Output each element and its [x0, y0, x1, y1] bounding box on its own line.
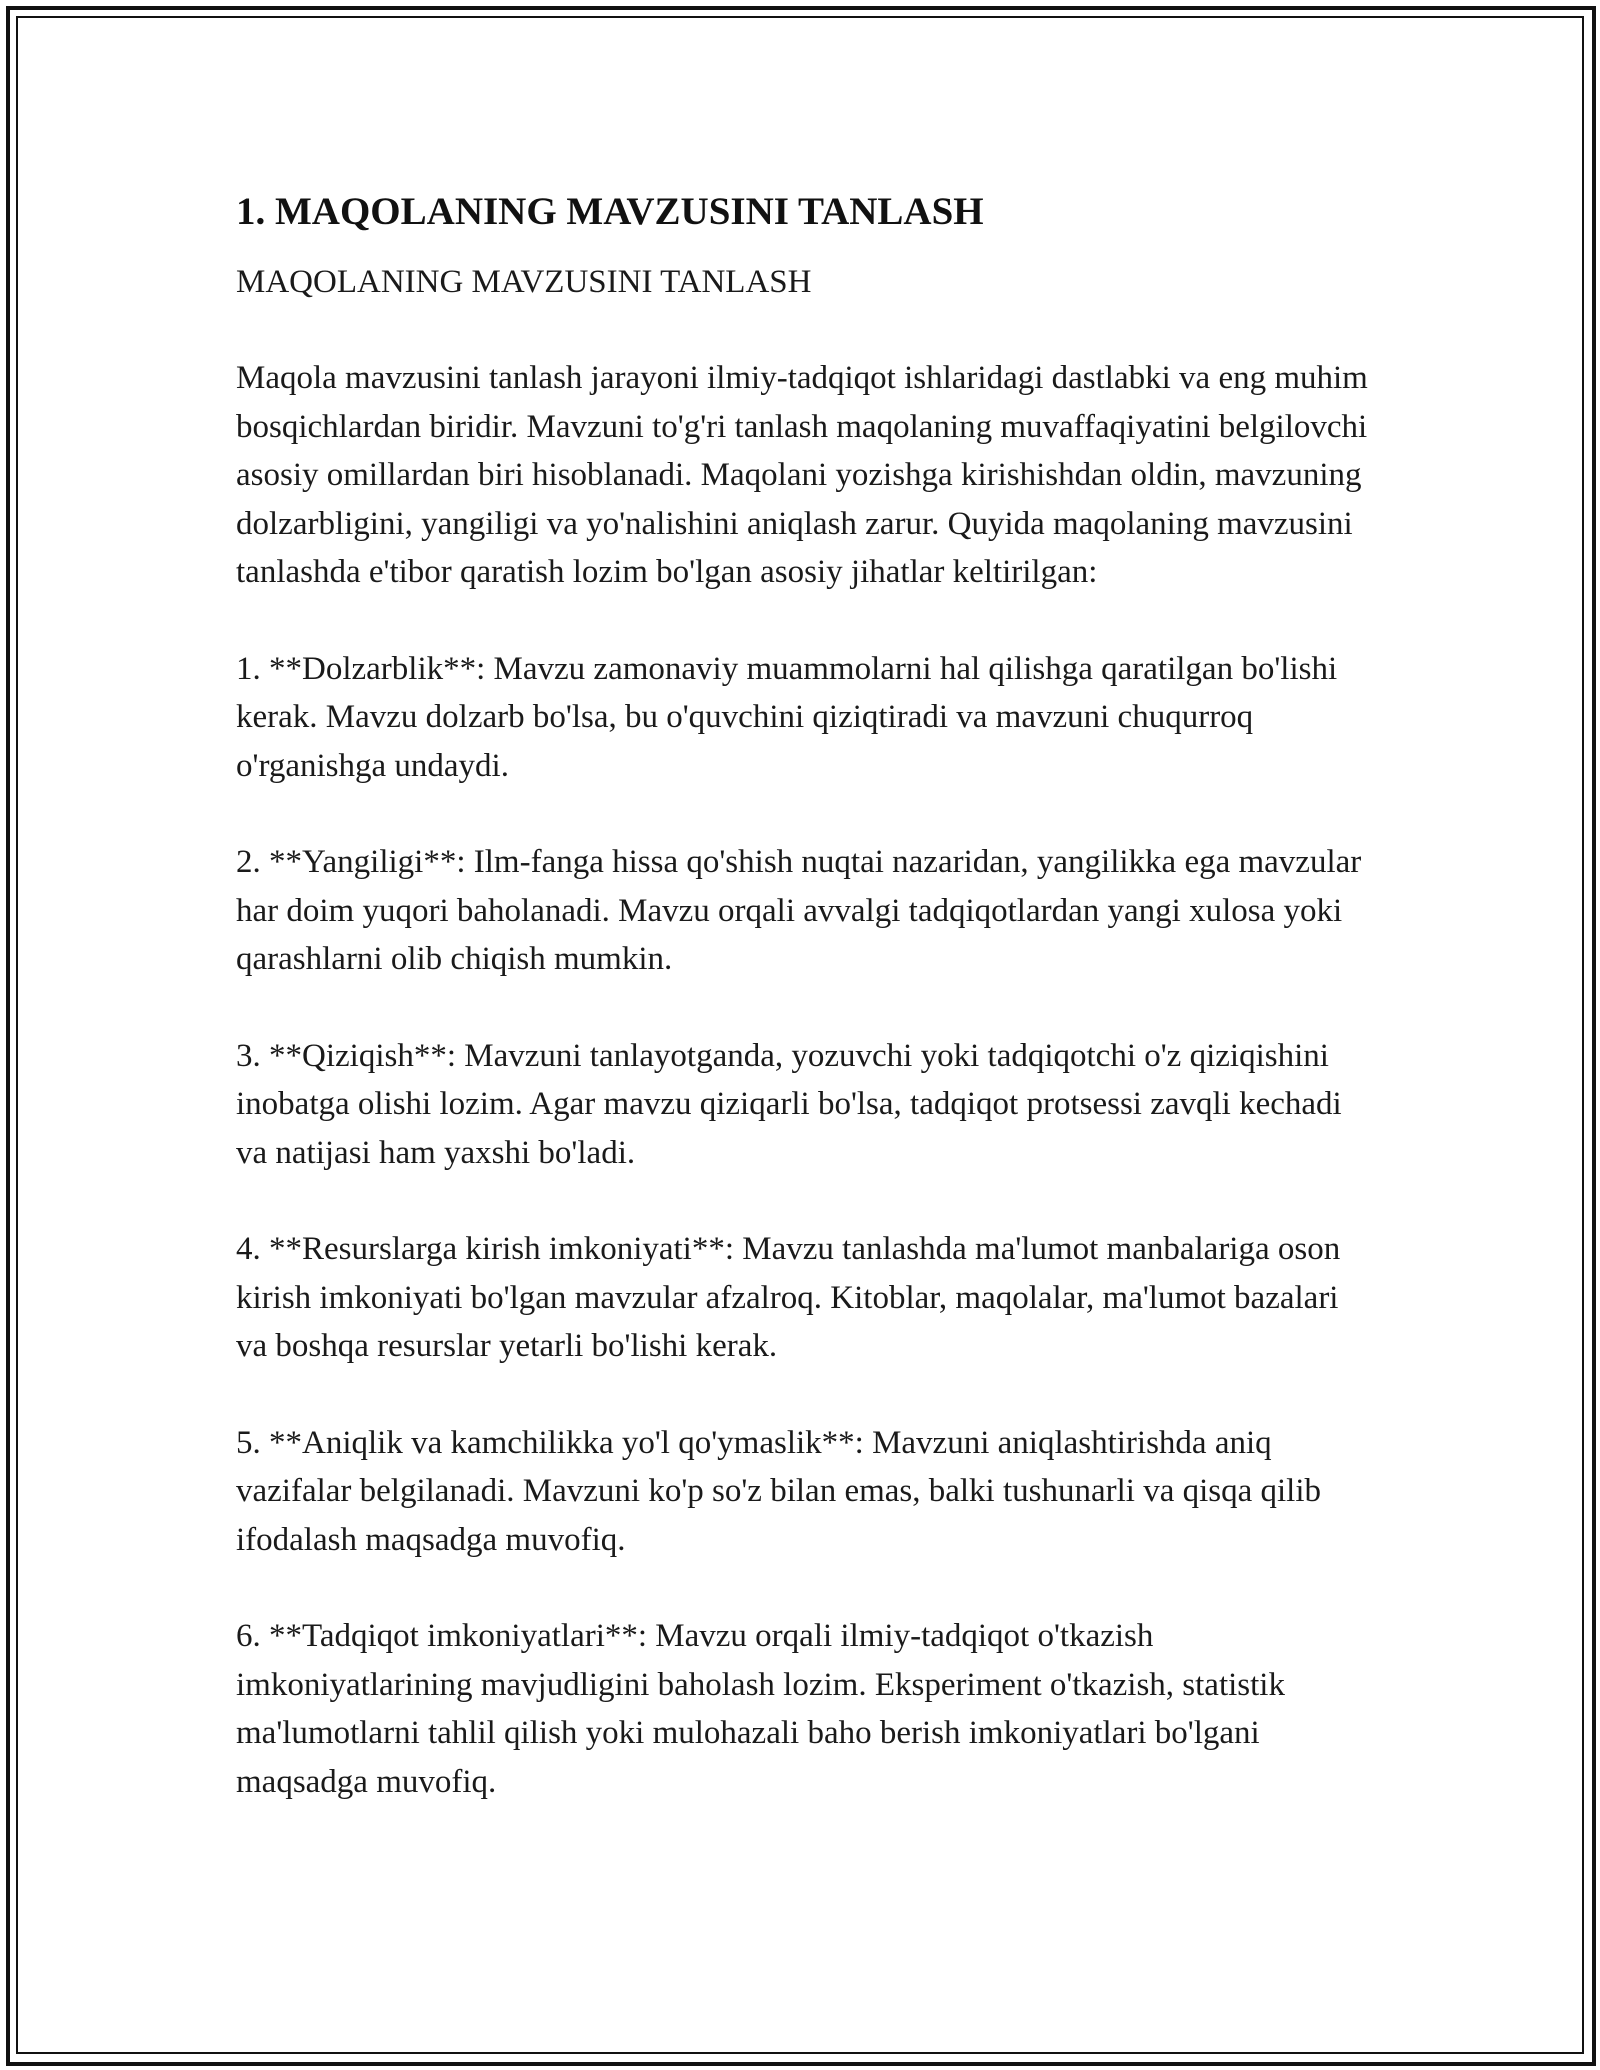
- list-item-qiziqish: 3. **Qiziqish**: Mavzuni tanlayotganda, yozuvchi yoki tadqiqotchi o'z qiziqishini inobatga olishi lozim. Agar mavzu qiziqarli bo'lsa, tadqiqot protsessi zavqli kechadi va natijasi ham yaxshi bo'ladi.: [236, 1037, 1342, 1171]
- document-subtitle: MAQOLANING MAVZUSINI TANLASH: [236, 264, 812, 300]
- list-item-yangiligi: 2. **Yangiligi**: Ilm-fanga hissa qo'shish nuqtai nazaridan, yangilikka ega mavzular har doim yuqori baholanadi. Mavzu orqali avvalgi tadqiqotlardan yangi xulosa yoki qarashlarni olib chiqish mumkin.: [236, 844, 1362, 977]
- list-item-tadqiqot: 6. **Tadqiqot imkoniyatlari**: Mavzu orqali ilmiy-tadqiqot o'tkazish imkoniyatlarining mavjudligini baholash lozim. Eksperiment o'tkazish, statistik ma'lumotlarni tahlil qilish yoki mulohazali baho berish imkoniyatlari bo'lgani maqsadga muvofiq.: [236, 1618, 1285, 1800]
- intro-paragraph: Maqola mavzusini tanlash jarayoni ilmiy-tadqiqot ishlaridagi dastlabki va eng muhim bosqichlardan biridir. Mavzuni to'g'ri tanlash maqolaning muvaffaqiyatini belgilovchi asosiy omillardan biri hisoblanadi. Maqolani yozishga kirishishdan oldin, mavzuning dolzarbligini, yangiligi va yo'nalishini aniqlash zarur. Quyida maqolaning mavzusini tanlashda e'tibor qaratish lozim bo'lgan asosiy jihatlar keltirilgan:: [236, 360, 1368, 590]
- list-item-dolzarblik: 1. **Dolzarblik**: Mavzu zamonaviy muammolarni hal qilishga qaratilgan bo'lishi kerak. Mavzu dolzarb bo'lsa, bu o'quvchini qiziqtiradi va mavzuni chuqurroq o'rganishga undaydi.: [236, 650, 1338, 784]
- list-item-resurslar: 4. **Resurslarga kirish imkoniyati**: Mavzu tanlashda ma'lumot manbalariga oson kirish imkoniyati bo'lgan mavzular afzalroq. Kitoblar, maqolalar, ma'lumot bazalari va boshqa resurslar yetarli bo'lishi kerak.: [236, 1231, 1341, 1364]
- list-item-aniqlik: 5. **Aniqlik va kamchilikka yo'l qo'ymaslik**: Mavzuni aniqlashtirishda aniq vazifalar belgilanadi. Mavzuni ko'p so'z bilan emas, balki tushunarli va qisqa qilib ifodalash maqsadga muvofiq.: [236, 1424, 1322, 1558]
- document-heading: 1. MAQOLANING MAVZUSINI TANLASH: [236, 190, 984, 233]
- document-body: [236, 186, 1376, 1806]
